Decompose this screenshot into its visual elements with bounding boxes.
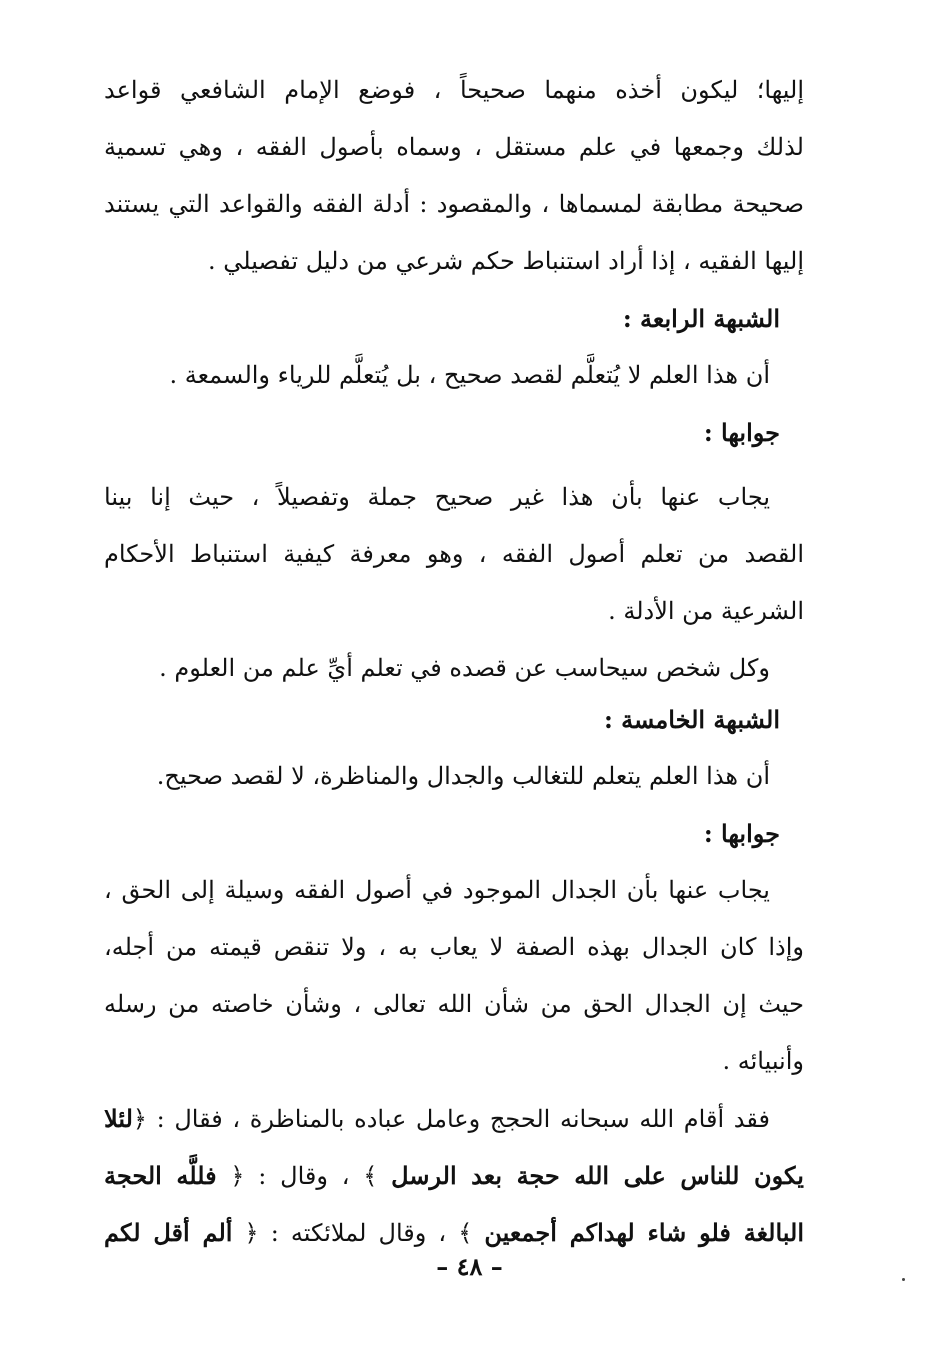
final-line-1-quran: لئلا xyxy=(104,1104,133,1133)
answer-4-line-1: يجاب عنها بأن هذا غير صحيح جملة وتفصيلاً ، حيث إنا بينا xyxy=(104,483,770,511)
paragraph-1-line-3: صحيحة مطابقة لمسماها ، والمقصود : أدلة الفقه والقواعد التي يستند xyxy=(104,190,804,218)
answer-4-extra: وكل شخص سيحاسب عن قصده في تعلم أيِّ علم من العلوم . xyxy=(159,654,770,682)
final-paragraph-line-2 xyxy=(104,1147,804,1204)
final-line-2-plain: ﴾ ، وقال : ﴿ xyxy=(230,1162,378,1190)
answer-5-label: جوابها : xyxy=(703,819,780,848)
paragraph-1-line-1: إليها؛ ليكون أخذه منهما صحيحاً ، فوضع الإمام الشافعي قواعد xyxy=(104,76,804,104)
scan-speck xyxy=(902,1278,905,1281)
document-page xyxy=(104,62,804,1261)
paragraph-1-line-4: إليها الفقيه ، إذا أراد استنباط حكم شرعي من دليل تفصيلي . xyxy=(207,247,804,275)
paragraph-1-line-2: لذلك وجمعها في علم مستقل ، وسماه بأصول الفقه ، وهي تسمية xyxy=(104,133,804,161)
heading-fourth-doubt: الشبهة الرابعة : xyxy=(622,304,780,333)
fifth-doubt-text: أن هذا العلم يتعلم للتغالب والجدال والمناظرة، لا لقصد صحيح. xyxy=(156,762,770,790)
final-line-1-plain: فقد أقام الله سبحانه الحجج وعامل عباده بالمناظرة ، فقال : ﴿ xyxy=(132,1105,770,1133)
page-number: – ٤٨ – xyxy=(436,1252,503,1281)
answer-4-label: جوابها : xyxy=(703,418,780,447)
answer-5-line-2: وإذا كان الجدال بهذه الصفة لا يعاب به ، ولا تنقص قيمته من أجله، xyxy=(104,933,804,961)
answer-5-line-3: حيث إن الجدال الحق من شأن الله تعالى ، وشأن خاصته من رسله xyxy=(104,990,804,1018)
final-paragraph-line-1 xyxy=(104,1090,804,1147)
fourth-doubt-text: أن هذا العلم لا يُتعلَّم لقصد صحيح ، بل يُتعلَّم للرياء والسمعة . xyxy=(169,361,770,389)
answer-4-line-2: القصد من تعلم أصول الفقه ، وهو معرفة كيفية استنباط الأحكام xyxy=(104,540,804,568)
final-line-2-quran-b: فللَّه الحجة xyxy=(104,1161,217,1190)
heading-fifth-doubt: الشبهة الخامسة : xyxy=(603,705,780,734)
answer-4-line-3: الشرعية من الأدلة . xyxy=(608,597,804,625)
final-line-3-quran-b: ألم أقل لكم xyxy=(104,1218,233,1247)
answer-5-line-1: يجاب عنها بأن الجدال الموجود في أصول الفقه وسيلة إلى الحق ، xyxy=(104,876,770,904)
final-line-3-plain: ﴾ ، وقال لملائكته : ﴿ xyxy=(244,1219,473,1247)
answer-5-line-4: وأنبيائه . xyxy=(722,1047,804,1075)
final-line-3-quran-a: البالغة فلو شاء لهداكم أجمعين xyxy=(484,1218,804,1247)
final-line-2-quran-a: يكون للناس على الله حجة بعد الرسل xyxy=(391,1161,804,1190)
